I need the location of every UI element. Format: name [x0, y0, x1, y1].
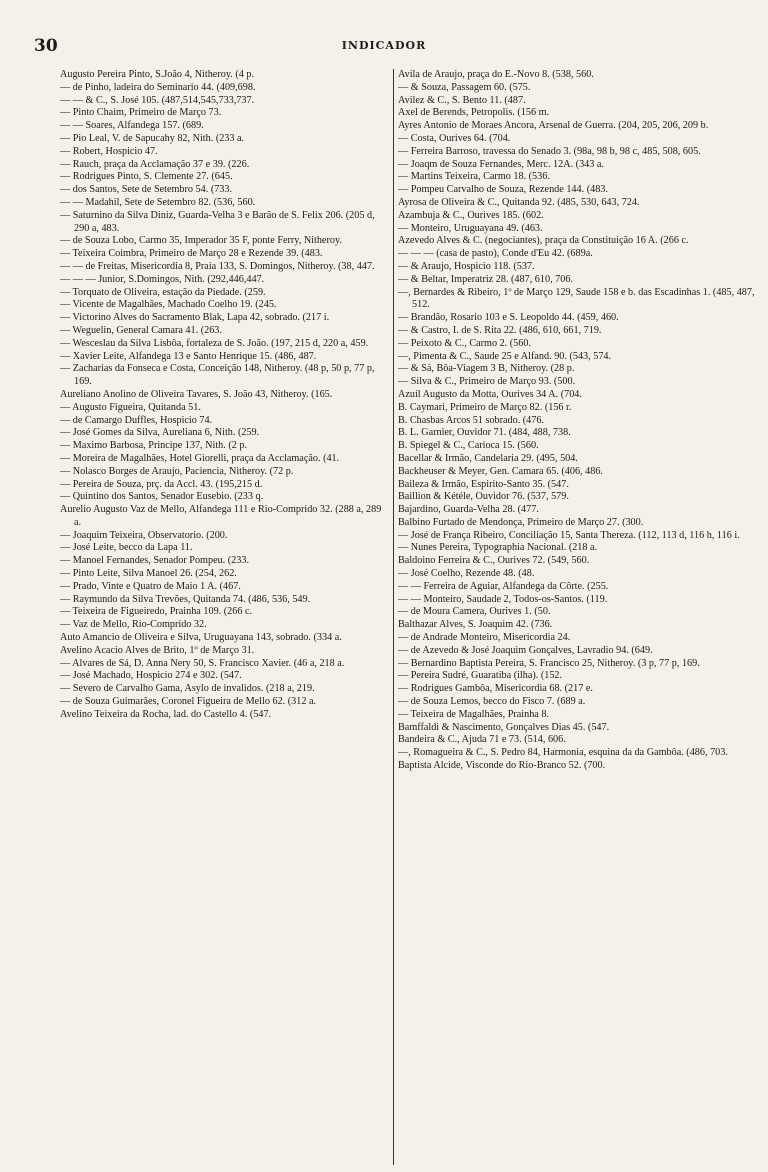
directory-entry: — Pereira de Souza, prç. da Accl. 43. (195,215 d.: [60, 478, 263, 490]
directory-entry: — Weguelin, General Camara 41. (263.: [60, 324, 222, 336]
directory-entry: — de Andrade Monteiro, Misericordia 24.: [398, 632, 571, 644]
directory-entry: — — Madahil, Sete de Setembro 82. (536, 560.: [60, 196, 256, 208]
directory-entry: Ayrosa de Oliveira & C., Quitanda 92. (485, 530, 643, 724.: [398, 196, 640, 208]
column-divider: [393, 69, 394, 1165]
directory-entry: — Bernardino Baptista Pereira, S. Francisco 25, Nitheroy. (3 p, 77 p, 169.: [398, 657, 700, 669]
directory-entry: — José Leite, becco da Lapa 11.: [60, 542, 193, 554]
directory-entry: — Teixeira de Figueiredo, Prainha 109. (266 c.: [60, 606, 253, 618]
directory-entry: — & Beltar, Imperatriz 28. (487, 610, 706.: [398, 273, 574, 285]
directory-entry: B. Spiegel & C., Carioca 15. (560.: [398, 440, 539, 452]
directory-entry: — Torquato de Oliveira, estação da Piedade. (259.: [60, 286, 266, 298]
directory-entry: Bandeira & C., Ajuda 71 e 73. (514, 606.: [398, 734, 566, 746]
directory-entry: — Zacharias da Fonseca e Costa, Conceição 148, Nitheroy. (48 p, 50 p, 77 p, 169.: [60, 363, 375, 388]
directory-entry: — Pinto Leite, Silva Manoel 26. (254, 262.: [60, 568, 237, 580]
page-header: [0, 36, 768, 60]
directory-entry: Aurelio Augusto Vaz de Mello, Alfandega 111 e Rio-Comprido 32. (288 a, 289 a.: [60, 504, 382, 528]
directory-entry: B. Caymari, Primeiro de Março 82. (156 r.: [398, 401, 572, 413]
directory-entry: Ayres Antonio de Moraes Ancora, Arsenal de Guerra. (204, 205, 206, 209 b.: [398, 120, 709, 132]
directory-entry: — — Monteiro, Saudade 2, Todos-os-Santos. (119.: [398, 593, 608, 605]
directory-entry: — de Moura Camera, Ourives 1. (50.: [398, 606, 551, 618]
directory-entry: Azevedo Alves & C. (negociantes), praça da Constituição 16 A. (266 c.: [398, 235, 689, 247]
directory-entry: Bajardino, Guarda-Velha 28. (477.: [398, 504, 539, 516]
directory-entry: — Joaquim Teixeira, Observatorio. (200.: [60, 529, 228, 541]
directory-entry: — Xavier Leite, Alfandega 13 e Santo Henrique 15. (486, 487.: [60, 350, 317, 362]
directory-entry: — de Souza Lemos, becco do Fisco 7. (689 a.: [398, 696, 586, 708]
directory-entry: — Wesceslau da Silva Lisbôa, fortaleza de S. João. (197, 215 d, 220 a, 459.: [60, 337, 369, 349]
directory-entry: —, Bernardes & Ribeiro, 1º de Março 129, Saude 158 e b. das Escadinhas 1. (485, 487, 512.: [398, 286, 755, 311]
directory-entry: — & Araujo, Hospicio 118. (537.: [398, 260, 535, 272]
directory-entry: — — — Junior, S.Domingos, Nith. (292,446,447.: [60, 273, 265, 285]
directory-entry: — Pereira Sudré, Guaratiba (ilha). (152.: [398, 670, 563, 682]
directory-entry: — Vicente de Magalhães, Machado Coelho 19. (245.: [60, 299, 277, 311]
directory-entry: — Peixoto & C., Carmo 2. (560.: [398, 337, 531, 349]
directory-entry: — Robert, Hospicio 47.: [60, 145, 158, 157]
directory-entry: Balbino Furtado de Mendonça, Primeiro de Março 27. (300.: [398, 516, 644, 528]
directory-entry: — — Soares, Alfandega 157. (689.: [60, 120, 204, 132]
directory-entry: — Teixeira Coimbra, Primeiro de Março 28 e Rezende 39. (483.: [60, 248, 323, 260]
directory-entry: — José Gomes da Silva, Aureliana 6, Nith. (259.: [60, 427, 260, 439]
directory-entry: — & Souza, Passagem 60. (575.: [398, 81, 531, 93]
directory-entry: — Augusto Figueira, Quitanda 51.: [60, 401, 201, 413]
directory-entry: — de Souza Lobo, Carmo 35, Imperador 35 F, ponte Ferry, Nitheroy.: [60, 235, 342, 247]
directory-entry: B. Chasbas Arcos 51 sobrado. (476.: [398, 414, 545, 426]
directory-entry: Bacellar & Irmão, Candelaria 29. (495, 504.: [398, 452, 578, 464]
directory-entry: — Joaqm de Souza Fernandes, Merc. 12A. (343 a.: [398, 158, 604, 170]
directory-entry: — Victorino Alves do Sacramento Blak, Lapa 42, sobrado. (217 i.: [60, 312, 330, 324]
directory-entry: — dos Santos, Sete de Setembro 54. (733.: [60, 184, 233, 196]
directory-entry: — de Pinho, ladeira do Seminario 44. (409,698.: [60, 81, 256, 93]
directory-entry: Auto Amancio de Oliveira e Silva, Uruguayana 143, sobrado. (334 a.: [60, 632, 342, 644]
directory-entry: — Rauch, praça da Acclamação 37 e 39. (226.: [60, 158, 250, 170]
directory-entry: Avilez & C., S. Bento 11. (487.: [398, 94, 526, 106]
directory-entry: Azambuja & C., Ourives 185. (602.: [398, 209, 544, 221]
directory-entry: — — Ferreira de Aguiar, Alfandega da Côrte. (255.: [398, 580, 609, 592]
directory-entry: — Nunes Pereira, Typographia Nacional. (218 a.: [398, 542, 598, 554]
directory-entry: — Ferreira Barroso, travessa do Senado 3. (98a, 98 b, 98 c, 485, 508, 605.: [398, 145, 701, 157]
left-column: [60, 69, 390, 1169]
directory-entry: — Pio Leal, V. de Sapucahy 82, Nith. (233 a.: [60, 132, 245, 144]
directory-entry: — Teixeira de Magalhães, Prainha 8.: [398, 708, 550, 720]
directory-entry: — de Azevedo & José Joaquim Gonçalves, Lavradio 94. (649.: [398, 644, 653, 656]
directory-entry: Azuil Augusto da Motta, Ourives 34 A. (704.: [398, 388, 582, 400]
directory-entry: — de Camargo Duffles, Hospicio 74.: [60, 414, 213, 426]
directory-entry: — Rodrigues Gambôa, Misericordia 68. (217 e.: [398, 683, 593, 695]
right-column: [398, 69, 756, 1169]
directory-entry: Balthazar Alves, S. Joaquim 42. (736.: [398, 619, 553, 631]
directory-entry: Avelino Acacio Alves de Brito, 1º de Março 31.: [60, 644, 255, 656]
directory-entry: — Quintino dos Santos, Senador Eusebio. (233 q.: [60, 491, 264, 503]
directory-entry: — Pinto Chaim, Primeiro de Março 73.: [60, 107, 222, 119]
directory-entry: — Saturnino da Silva Diniz, Guarda-Velha 3 e Barão de S. Felix 206. (205 d, 290 a, 483.: [60, 209, 375, 234]
directory-entry: B. L. Garnier, Ouvidor 71. (484, 488, 738.: [398, 427, 571, 439]
directory-entry: Axel de Berends, Petropolis. (156 m.: [398, 107, 550, 119]
directory-entry: — — — (casa de pasto), Conde d'Eu 42. (689a.: [398, 248, 593, 260]
page-number: 30: [34, 36, 58, 56]
directory-entry: Backheuser & Meyer, Gen. Camara 65. (406, 486.: [398, 465, 603, 477]
directory-entry: — Rodrigues Pinto, S. Clemente 27. (645.: [60, 171, 233, 183]
directory-entry: — Pompeu Carvalho de Souza, Rezende 144. (483.: [398, 184, 608, 196]
directory-entry: — Manoel Fernandes, Senador Pompeu. (233.: [60, 555, 250, 567]
running-title: INDICADOR: [341, 39, 427, 52]
directory-entry: — de Souza Guimarães, Coronel Figueira de Mello 62. (312 a.: [60, 696, 317, 708]
directory-entry: Avila de Araujo, praça do E.-Novo 8. (538, 560.: [398, 69, 594, 80]
directory-entry: — Brandão, Rosario 103 e S. Leopoldo 44. (459, 460.: [398, 312, 619, 324]
directory-entry: Augusto Pereira Pinto, S.João 4, Nitheroy. (4 p.: [60, 69, 255, 80]
directory-entry: — & Sá, Bôa-Viagem 3 B, Nitheroy. (28 p.: [398, 363, 575, 375]
directory-entry: — Vaz de Mello, Rio-Comprido 32.: [60, 619, 207, 631]
directory-entry: Baileza & Irmão, Espirito-Santo 35. (547.: [398, 478, 569, 490]
directory-entry: — Raymundo da Silva Trevões, Quitanda 74. (486, 536, 549.: [60, 593, 311, 605]
directory-entry: — José de França Ribeiro, Conciliação 15, Santa Thereza. (112, 113 d, 116 h, 116 i.: [398, 529, 740, 541]
directory-entry: — Monteiro, Uruguayana 49. (463.: [398, 222, 543, 234]
directory-entry: — Costa, Ourives 64. (704.: [398, 132, 511, 144]
directory-entry: — Martins Teixeira, Carmo 18. (536.: [398, 171, 550, 183]
directory-entry: — Maximo Barbosa, Principe 137, Nith. (2 p.: [60, 440, 248, 452]
directory-entry: — Severo de Carvalho Gama, Asylo de invalidos. (218 a, 219.: [60, 683, 315, 695]
directory-entry: — José Coelho, Rezende 48. (48.: [398, 568, 535, 580]
directory-entry: — Alvares de Sá, D. Anna Nery 50, S. Francisco Xavier. (46 a, 218 a.: [60, 657, 345, 669]
directory-entry: Baldoino Ferreira & C., Ourives 72. (549, 560.: [398, 555, 590, 567]
directory-entry: — José Machado, Hospicio 274 e 302. (547.: [60, 670, 242, 682]
directory-entry: Baillion & Kétéle, Ouvidor 76. (537, 579.: [398, 491, 569, 503]
directory-entry: — — & C., S. José 105. (487,514,545,733,737.: [60, 94, 255, 106]
directory-entry: Bamffaldi & Nascimento, Gonçalves Dias 45. (547.: [398, 721, 610, 733]
directory-entry: —, Pimenta & C., Saude 25 e Alfand. 90. (543, 574.: [398, 350, 612, 362]
directory-entry: Avelino Teixeira da Rocha, lad. do Castello 4. (547.: [60, 708, 272, 720]
directory-entry: Baptista Alcide, Visconde do Rio-Branco 52. (700.: [398, 760, 606, 772]
directory-entry: — — de Freitas, Misericordia 8, Praia 133, S. Domingos, Nitheroy. (38, 447.: [60, 260, 375, 272]
directory-entry: — & Castro, I. de S. Rita 22. (486, 610, 661, 719.: [398, 324, 602, 336]
directory-entry: — Prado, Vinte e Quatro de Maio 1 A. (467.: [60, 580, 241, 592]
directory-entry: —, Romagueira & C., S. Pedro 84, Harmonia, esquina da da Gambôa. (486, 703.: [398, 747, 728, 759]
directory-entry: — Moreira de Magalhães, Hotel Giorelli, praça da Acclamação. (41.: [60, 452, 340, 464]
directory-entry: — Silva & C., Primeiro de Março 93. (500.: [398, 376, 576, 388]
directory-entry: Aureliano Anolino de Oliveira Tavares, S. João 43, Nitheroy. (165.: [60, 388, 333, 400]
directory-entry: — Nolasco Borges de Araujo, Paciencia, Nitheroy. (72 p.: [60, 465, 294, 477]
